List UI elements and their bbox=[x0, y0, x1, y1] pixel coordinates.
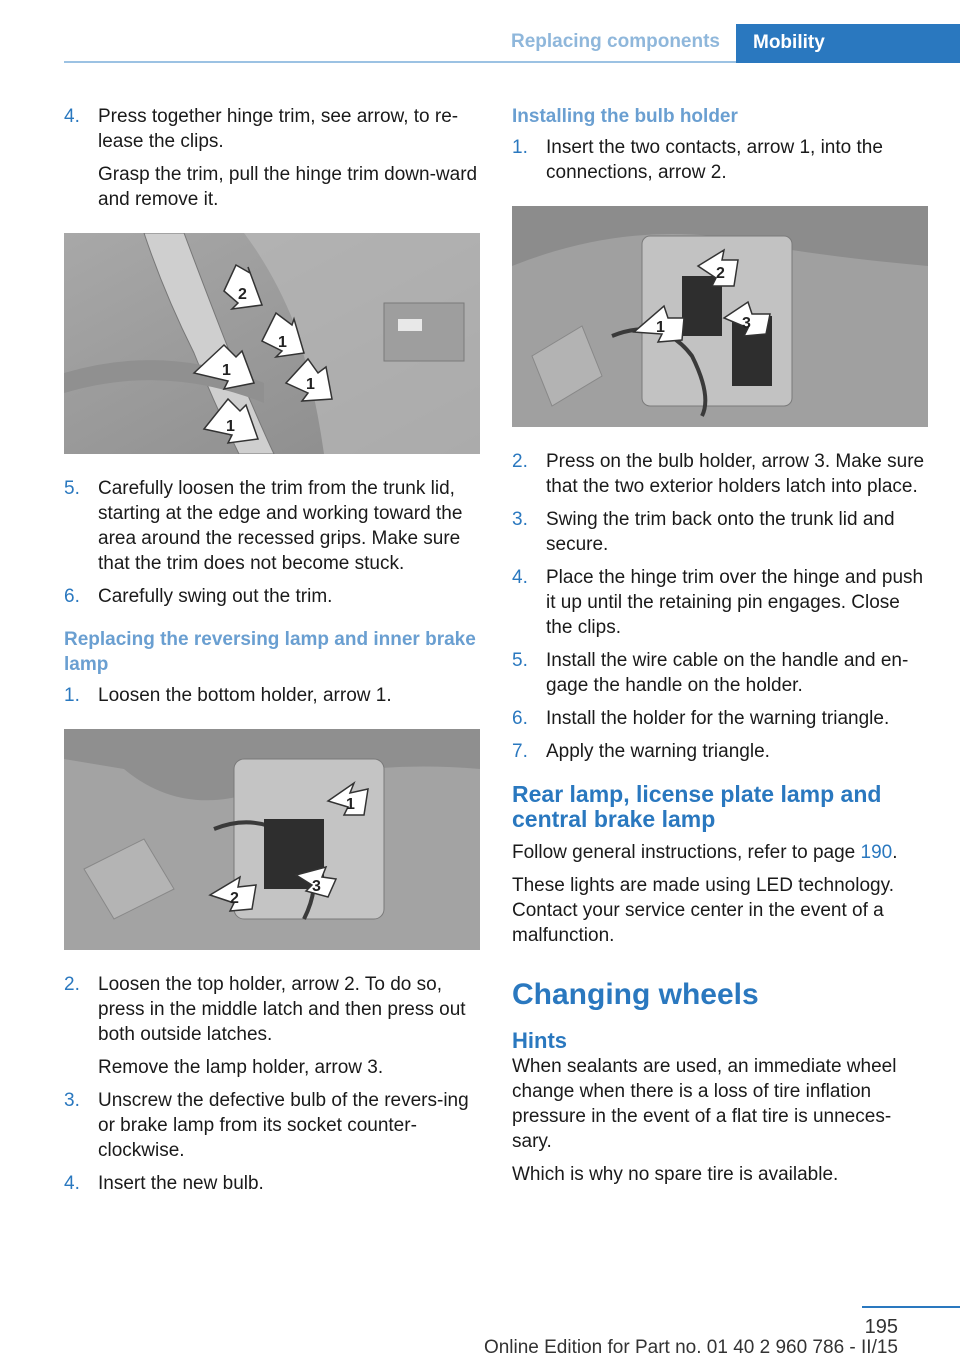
arrow-label: 1 bbox=[226, 418, 235, 435]
hints-paragraph: Which is why no spare tire is available. bbox=[512, 1164, 839, 1185]
step-number: 4. bbox=[64, 106, 80, 127]
step-text: Press together hinge trim, see arrow, to re‐lease the clips. bbox=[98, 106, 459, 152]
list-item bbox=[512, 706, 928, 731]
step-number: 3. bbox=[512, 509, 528, 530]
step-text: Grasp the trim, pull the hinge trim down‐ward and remove it. bbox=[98, 164, 478, 210]
subheading-reversing-lamp: Replacing the reversing lamp and inner brake lamp bbox=[64, 629, 476, 675]
reference-end: . bbox=[892, 842, 898, 863]
step-text: Carefully loosen the trim from the trunk lid, starting at the edge and working toward the area around the recessed grips. Make sure that the trim does not become stuck. bbox=[98, 478, 463, 574]
step-number: 4. bbox=[512, 567, 528, 588]
list-item bbox=[512, 565, 928, 640]
step-text: Insert the two contacts, arrow 1, into the connections, arrow 2. bbox=[546, 137, 883, 183]
step-number: 1. bbox=[64, 685, 80, 706]
warning-label bbox=[398, 319, 422, 331]
arrow-label: 1 bbox=[222, 362, 231, 379]
arrow-label: 1 bbox=[278, 334, 287, 351]
step-number: 1. bbox=[512, 137, 528, 158]
step-text: Swing the trim back onto the trunk lid and secure. bbox=[546, 509, 895, 555]
arrow-label: 1 bbox=[346, 796, 355, 813]
step-text: Unscrew the defective bulb of the revers‐ing or brake lamp from its socket counter‐clockwise. bbox=[98, 1090, 469, 1161]
footer-rule bbox=[862, 1306, 960, 1308]
header-chapter-tab: Mobility bbox=[736, 24, 960, 63]
left-steps-a bbox=[64, 104, 480, 212]
step-text: Place the hinge trim over the hinge and push it up until the retaining pin engages. Close the clips. bbox=[546, 567, 924, 638]
step-text: Install the holder for the warning triangle. bbox=[546, 708, 890, 729]
hinge-trim-figure bbox=[64, 233, 480, 454]
arrow-label: 1 bbox=[306, 376, 315, 393]
bulb-holder-install-figure bbox=[512, 206, 928, 427]
list-item bbox=[512, 135, 928, 185]
list-item bbox=[64, 104, 480, 212]
heading-rear-lamp: Rear lamp, license plate lamp and central brake lamp bbox=[512, 781, 882, 832]
arrow-label: 2 bbox=[238, 286, 247, 303]
edition-footer: Online Edition for Part no. 01 40 2 960 786 - II/15 bbox=[483, 1337, 898, 1358]
step-number: 2. bbox=[512, 451, 528, 472]
step-text: Carefully swing out the trim. bbox=[98, 586, 333, 607]
step-text: Loosen the bottom holder, arrow 1. bbox=[98, 685, 392, 706]
left-steps-c bbox=[64, 972, 480, 1196]
arrow-label: 3 bbox=[742, 315, 751, 332]
arrow-label: 2 bbox=[716, 265, 725, 282]
step-number: 2. bbox=[64, 974, 80, 995]
arrow-label: 1 bbox=[656, 319, 665, 336]
list-item bbox=[512, 739, 928, 764]
list-item bbox=[512, 648, 928, 698]
list-item bbox=[512, 507, 928, 557]
step-number: 3. bbox=[64, 1090, 80, 1111]
arrow-label: 3 bbox=[312, 878, 321, 895]
step-number: 5. bbox=[512, 650, 528, 671]
list-item bbox=[64, 1171, 480, 1196]
label-plate bbox=[384, 303, 464, 361]
list-item bbox=[64, 476, 480, 576]
list-item bbox=[64, 972, 480, 1080]
list-item bbox=[64, 683, 480, 708]
list-item bbox=[64, 584, 480, 609]
list-item bbox=[64, 1088, 480, 1163]
header-section-title: Replacing components bbox=[510, 31, 720, 52]
arrow-label: 2 bbox=[230, 890, 239, 907]
step-number: 5. bbox=[64, 478, 80, 499]
step-text: Remove the lamp holder, arrow 3. bbox=[98, 1057, 384, 1078]
subheading-installing-bulb-holder: Installing the bulb holder bbox=[512, 106, 738, 127]
step-number: 6. bbox=[64, 586, 80, 607]
reference-text: Follow general instructions, refer to page bbox=[512, 842, 861, 863]
page-reference-link[interactable]: 190 bbox=[860, 842, 893, 863]
led-note: These lights are made using LED technology. Contact your service center in the event of a malfunction. bbox=[512, 875, 894, 946]
step-number: 7. bbox=[512, 741, 528, 762]
left-column bbox=[64, 104, 480, 1204]
step-text: Install the wire cable on the handle and en‐gage the handle on the holder. bbox=[546, 650, 909, 696]
step-text: Insert the new bulb. bbox=[98, 1173, 264, 1194]
step-number: 4. bbox=[64, 1173, 80, 1194]
hints-paragraph: When sealants are used, an immediate wheel change when there is a loss of tire inflation pressure in the event of a flat tire is unneces‐sary. bbox=[512, 1056, 897, 1152]
list-item bbox=[512, 449, 928, 499]
heading-changing-wheels: Changing wheels bbox=[512, 978, 759, 1011]
heading-hints: Hints bbox=[512, 1028, 567, 1053]
lamp-holder-figure bbox=[64, 729, 480, 950]
right-column bbox=[512, 104, 928, 1195]
right-steps-b bbox=[512, 449, 928, 764]
step-number: 6. bbox=[512, 708, 528, 729]
step-text: Press on the bulb holder, arrow 3. Make sure that the two exterior holders latch into place. bbox=[546, 451, 925, 497]
step-text: Loosen the top holder, arrow 2. To do so, press in the middle latch and then press out both outside latches. bbox=[98, 974, 466, 1045]
page-number: 195 bbox=[864, 1316, 898, 1338]
rear-lamp-reference bbox=[512, 840, 928, 865]
step-text: Apply the warning triangle. bbox=[546, 741, 770, 762]
left-steps-a-cont bbox=[64, 476, 480, 609]
